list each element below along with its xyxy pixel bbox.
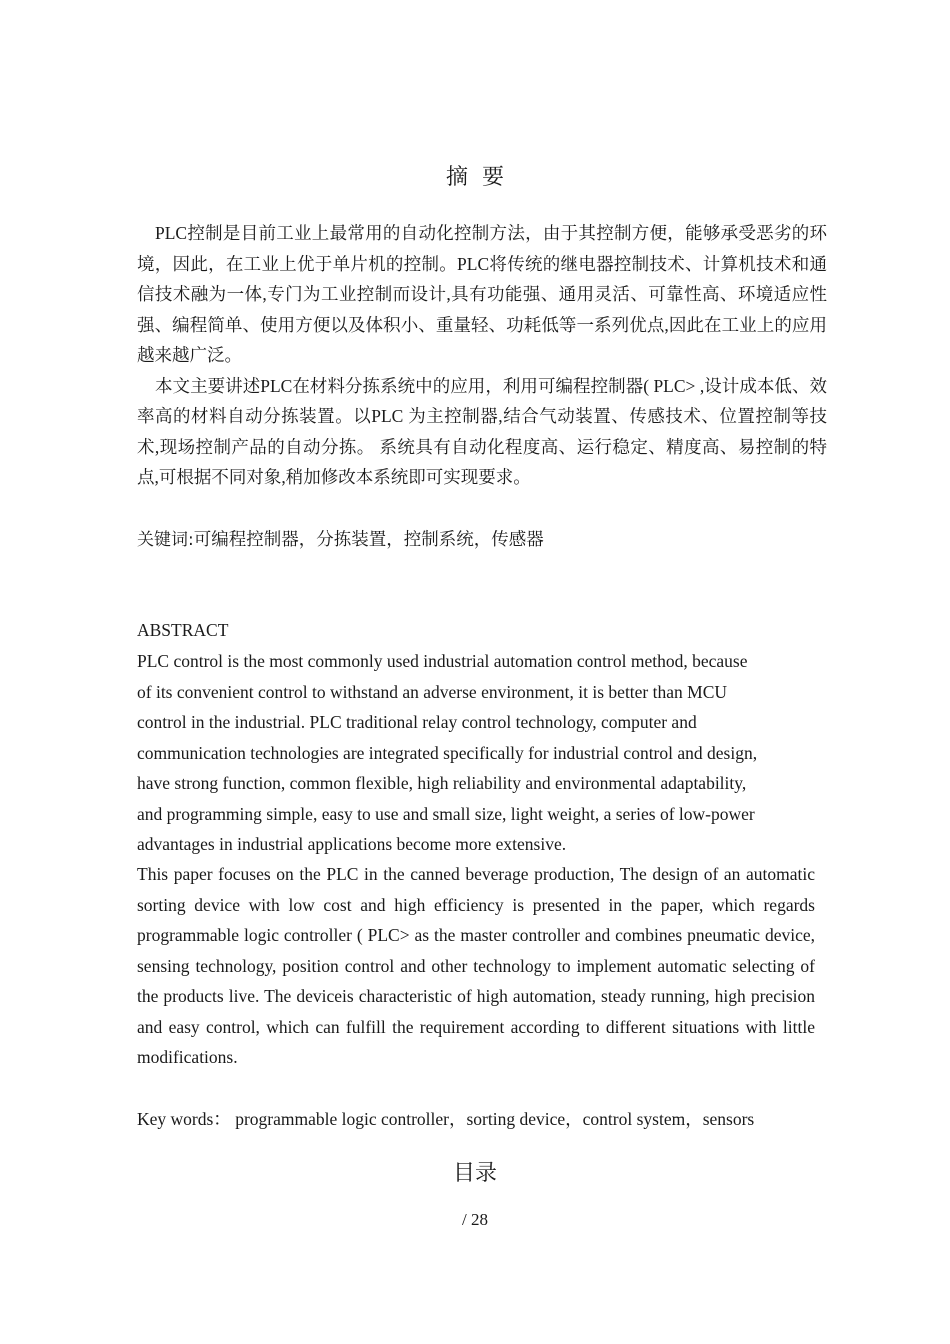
abstract-line-en: communication technologies are integrated specifically for industrial control and design, bbox=[137, 742, 758, 763]
abstract-paragraph-zh-2: 本文主要讲述PLC在材料分拣系统中的应用，利用可编程控制器( PLC> ,设计成本低、效率高的材料自动分拣装置。以PLC 为主控制器,结合气动装置、传感技术、位置控制等技术,现场控制产品的自动分拣。 系统具有自动化程度高、运行稳定、精度高、易控制的特点,可根据不同对象,稍加修改本系统即可实现要求。 bbox=[137, 375, 827, 487]
page-number: / 28 bbox=[462, 1210, 488, 1229]
abstract-line-en: and programming simple, easy to use and small size, light weight, a series of low-power bbox=[137, 803, 755, 824]
keywords-text-en: programmable logic controller，sorting device，control system，sensors bbox=[235, 1109, 755, 1129]
keywords-en bbox=[137, 1104, 827, 1134]
abstract-line-en: control in the industrial. PLC traditional relay control technology, computer and bbox=[137, 712, 697, 732]
abstract-paragraph-zh-1: PLC控制是目前工业上最常用的自动化控制方法，由于其控制方便，能够承受恶劣的环境，因此，在工业上优于单片机的控制。PLC将传统的继电器控制技术、计算机技术和通信技术融为一体,专门为工业控制而设计,具有功能强、通用灵活、可靠性高、环境适应性强、编程简单、使用方便以及体积小、重量轻、功耗低等一系列优点,因此在工业上的应用越来越广泛。 bbox=[137, 223, 827, 365]
keywords-label-en: Key words： bbox=[137, 1109, 231, 1129]
keywords-label-zh: 关键词: bbox=[137, 530, 194, 550]
abstract-title-en: ABSTRACT bbox=[137, 620, 229, 640]
abstract-body-zh bbox=[137, 218, 827, 493]
abstract-paragraph-en-1 bbox=[137, 646, 815, 860]
abstract-paragraph-en-2 bbox=[137, 859, 815, 1073]
abstract-title-zh: 摘要 bbox=[445, 164, 518, 189]
abstract-line-en: have strong function, common flexible, high reliability and environmental adaptability, bbox=[137, 773, 747, 793]
abstract-line-en: PLC control is the most commonly used industrial automation control method, because bbox=[137, 651, 748, 671]
keywords-text-zh: 可编程控制器，分拣装置，控制系统，传感器 bbox=[193, 529, 544, 549]
keywords-zh bbox=[137, 524, 827, 555]
abstract-line-en: of its convenient control to withstand an adverse environment, it is better than MCU bbox=[137, 681, 728, 702]
abstract-line-en: advantages in industrial applications become more extensive. bbox=[137, 834, 567, 854]
toc-title: 目录 bbox=[452, 1161, 497, 1186]
abstract-paragraph-en-2-text: This paper focuses on the PLC in the canned beverage production, The design of an automatic sorting device with low cost and high efficiency is presented in the paper, which regards programmable logic controller ( PLC> as the master controller and combines pneumatic device, sensing technology, position control and other technology to implement automatic selecting of the products live. The deviceis characteristic of high automation, steady running, high precision and easy control, which can fulfill the requirement according to different situations with little modifications. bbox=[137, 864, 815, 1067]
